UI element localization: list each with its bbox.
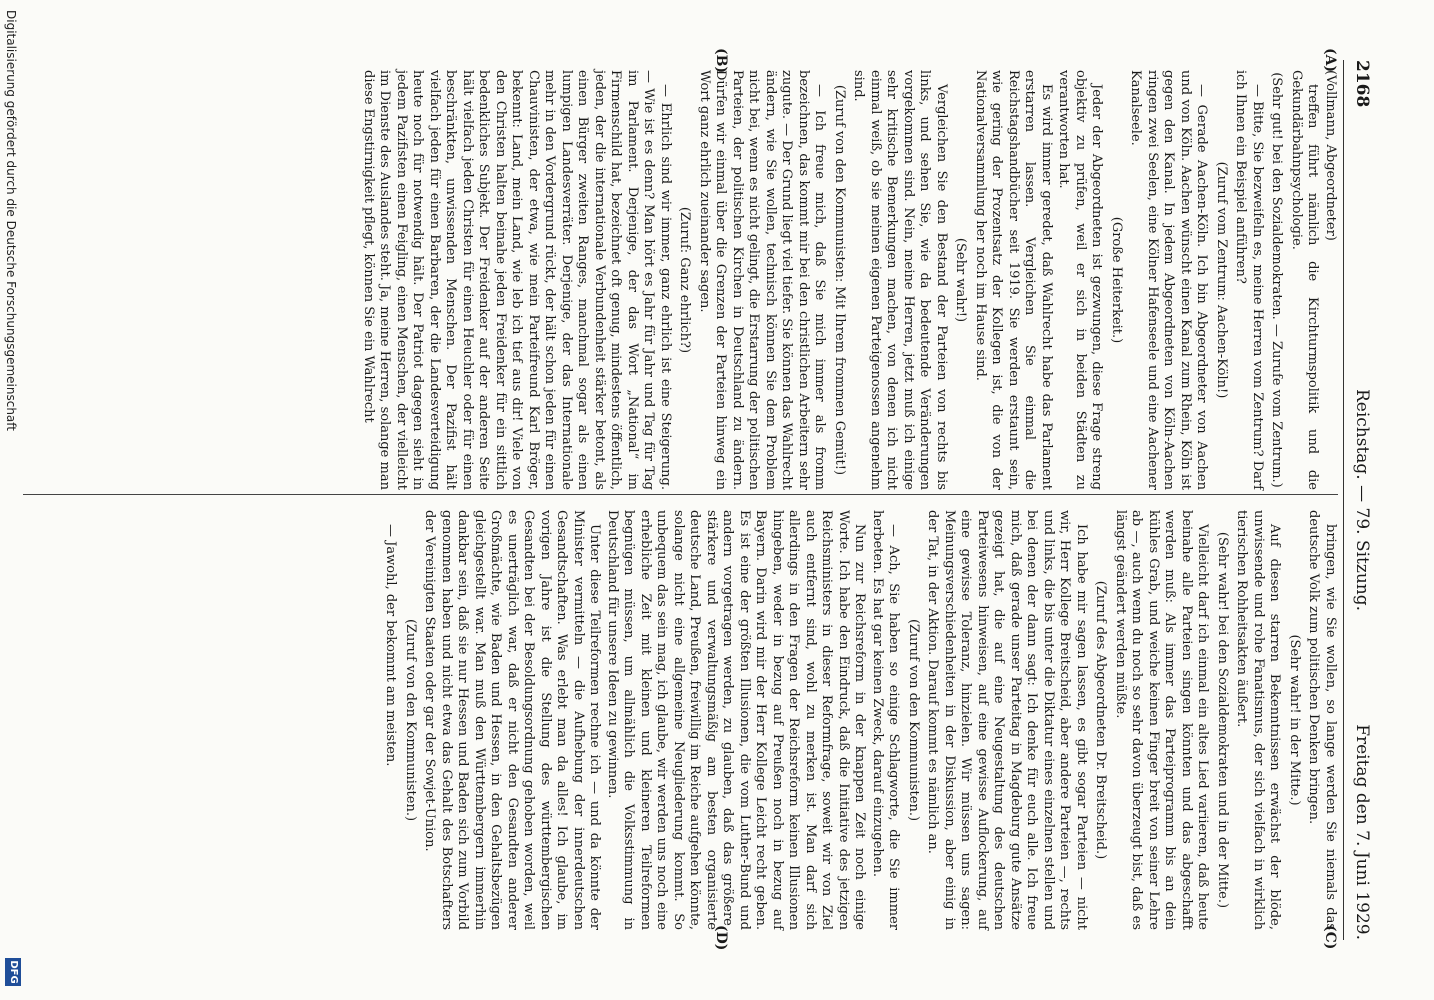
interjection: (Sehr gut! bei den Sozialdemokraten. — Zurufe vom Zentrum.) [1269, 72, 1285, 488]
interjection: (Zuruf von den Kommunisten.) [906, 618, 921, 822]
session-date: Freitag den 7. Juni 1929. [1352, 724, 1372, 940]
margin-mark-c: (C) [1322, 925, 1338, 950]
funding-note: Digitalisierung gefördert durch die Deutsche Forschungsgemeinschaft [4, 10, 18, 432]
interjection: (Zuruf von den Kommunisten: Mit Ihrem frommen Gemüt!) [832, 84, 847, 476]
interjection: (Zuruf des Abgeordneten Dr. Breitscheid.) [1093, 580, 1109, 860]
paragraph: Vielleicht darf ich einmal ein altes Lied variieren, daß heute beinahe alle Parteien singen könnten und das abgeschafft werden muß: Als immer das Parteiprogramm bis an dein kühles Grab, und weiche keinen Finger breit von seiner Lehre ab —, auch wenn du noch so sehr davon überzeugt bist, daß es längst geändert werden müßte. [1113, 510, 1211, 930]
paragraph: — Ach, Sie haben so einige Schlagworte, die Sie immer herbeten. Es hat gar keinen Zweck, darauf einzugehen. [870, 510, 902, 930]
paragraph: treffen führt nämlich die Kirchturmspolitik und die Gekundärbahnpsychologie. [1289, 70, 1321, 490]
header-rule [1343, 60, 1344, 940]
paragraph: Auf diesen starren Bekenntnissen erwächst der blöde, unwissende und rohe Fanatismus, der sich vielfach in wirklich tierischen Rohheitsakten äußert. [1234, 510, 1283, 930]
digitization-footer [0, 0, 24, 1000]
interjection: (Sehr wahr! in der Mitte.) [1287, 634, 1302, 806]
interjection: (Sehr wahr!) [953, 237, 969, 323]
margin-mark-d: (D) [713, 925, 729, 951]
paragraph: — Bitte, Sie bezweifeln es, meine Herren vom Zentrum? Darf ich Ihnen ein Beispiel anführen? [1233, 70, 1265, 490]
dfg-logo: DFG [5, 958, 21, 986]
session-title: Reichstag. — 79. Sitzung. [1352, 388, 1372, 612]
paragraph: Jeder der Abgeordneten ist gezwungen, diese Frage streng objektiv zu prüfen, weil er sich in beiden Städten zu verantworten hat. [1056, 70, 1105, 490]
page-number: 2168 [1352, 60, 1372, 108]
paragraph: bringen, wie Sie wollen, so lange werden Sie niemals das deutsche Volk zum politischen Denken bringen. [1306, 510, 1338, 930]
paragraph: Es wird immer geredet, daß Wahlrecht habe das Parlament erstarren lassen. Vergleichen Sie einmal die Reichstagshandbücher seit 1919. Sie werden erstaunt sein, wie gering der Prozentsatz der Kollegen ist, die von der Nationalversammlung her noch im Hause sind. [973, 70, 1054, 490]
paragraph: Vergleichen Sie den Bestand der Parteien von rechts bis links, und sehen Sie, wie da bedeutende Veränderungen vorgekommen sind. Nein, meine Herren, jetzt muß ich einige sehr kritische Bemerkungen machen, von denen ich nicht einmal weiß, ob sie meinen eigenen Parteigenossen angenehm sind. [851, 70, 949, 490]
column-divider [23, 494, 1338, 495]
paragraph: (Vollmann, Abgeordneter) [1323, 70, 1338, 241]
interjection: (Sehr wahr! bei den Sozialdemokraten und in der Mitte.) [1215, 531, 1230, 909]
paragraph: — Jawohl, der bekommt am meisten. [383, 524, 399, 767]
right-column [381, 510, 1338, 930]
left-column [359, 70, 1339, 490]
paragraph: — Gerade Aachen-Köln. Ich bin Abgeordneter von Aachen und von Köln. Aachen wünscht einen Kanal zum Rhein, Köln ist gegen den Kanal. In jedem Abgeordneten von Köln-Aachen ringen zwei Seelen, eine Kölner Hafenseele und eine Aachener Kanalseele. [1128, 70, 1210, 490]
paragraph: — Ehrlich sind wir immer, ganz ehrlich ist eine Steigerung. — Wie ist es denn? Man hört es Jahr für Jahr und Tag für Tag im Parlament. Derjenige, der das Wort „National“ im Firmenschild hat, bezeichnet oft genug, mindestens öffentlich, jeden, der die internationale Verbundenheit stärker betont, als einen Bürger zweiten Ranges, manchmal sogar als einen lumpigen Landesverräter. Derjenige, der das Internationale mehr in den Vordergrund rückt, der hält schon jeden für einen Chauvinisten, der etwa, wie mein Parteifreund Karl Bröger, bekennt: Land, mein Land, wie leb ich tief aus dir! Viele von den Christen halten beinahe jeden Freidenker für ein sittlich bedenkliches Subjekt. Der Freidenker auf der anderen Seite hält vielfach jeden Christen für einen Heuchler oder für einen beschränkten, unwissenden Menschen. Der Pazifist hält vielfach jeden für einen Barbaren, der die Landesverteidigung heute noch für notwendig hält. Der Patriot dagegen sieht in jedem Pazifisten einen Feigling, einen Menschen, der vielleicht im Dienste des Auslandes steht. Ja, meine Herren, solange man diese Engstirnigkeit pflegt, können Sie ein Wahlrecht [361, 70, 673, 490]
interjection: (Große Heiterkeit.) [1109, 216, 1124, 344]
paragraph: — Ich freue mich, daß Sie mich immer als fromm bezeichnen, das kommt mir bei den christlichen Arbeitern sehr zugute. — Der Grund liegt viel tiefer. Sie können das Wahlrecht ändern, wie Sie wollen, technisch können Sie dem Problem nicht bei, wenn es nicht gelingt, die Erstarrung der politischen Parteien, der politischen Kirchen in Deutschland zu ändern. Dürfen wir einmal über die Grenzen der Parteien hinweg ein Wort ganz ehrlich zueinander sagen. [697, 70, 828, 491]
paragraph: Unter diese Teilreformen rechne ich — und da könnte der Minister vermitteln — die Aufhebung der innerdeutschen Gesandtschaften. Was erlebt man da alles! Ich glaube, im vorigen Jahre ist die Stellung des württembergischen Gesandten bei der Besoldungsordnung gehoben worden, weil es unerträglich war, daß er nicht den Gesandten anderer Großmächte, wie Baden und Hessen, in den Gehaltsbezügen gleichgestellt war. Man muß den Württembergern immerhin dankbar sein, daß sie nur Hessen und Baden sich zum Vorbild genommen haben und nicht etwa das Gehalt des Botschafters der Vereinigten Staaten oder gar der Sowjet-Union. [422, 510, 603, 930]
paragraph: Nun zur Reichsreform in der knappen Zeit noch einige Worte. Ich habe den Eindruck, daß die Initiative des jetzigen Reichsministers in dieser Reformfrage, soweit wir von Ziel auch entfernt sind, wohl zu merken ist. Man darf sich allerdings in den Fragen der Reichsreform keinen Illusionen hingeben, weder in bezug auf Preußen noch in bezug auf Bayern. Darin wird mir der Herr Kollege Leicht recht geben. Es ist eine der größten Illusionen, die vom Luther-Bund und andern vorgetragen werden, zu glauben, daß das größere, stärkere und verwaltungsmäßig am besten organisierte deutsche Land, Preußen, freiwillig im Reiche aufgehen könnte, solange nicht eine allgemeine Neugliederung kommt. So unbequem das sein mag, ich glaube, wir werden uns noch eine erhebliche Zeit mit kleinen und kleineren Teilreformen begnügen müssen, um allmählich die Volksstimmung in Deutschland für unsere Ideen zu gewinnen. [605, 510, 868, 930]
paragraph: Ich habe mir sagen lassen, es gibt sogar Parteien — nicht wir, Herr Kollege Breitscheid, aber andere Parteien —, rechts und links, die bis unter die Diktatur eines einzelnen stellen und bei denen der dann sagt: Ich denke für euch alle. Ich freue mich, daß gerade unser Parteitag in Magdeburg gute Ansätze gezeigt hat, die auf eine Neugestaltung des deutschen Parteiwesens hinweisen, auf eine gewisse Auflockerung, auf eine gewisse Toleranz, hinzielen. Wir müssen uns sagen: Meinungsverschiedenheiten in der Diskussion, aber einig in der Tat, in der Aktion. Darauf kommt es nämlich an. [925, 510, 1089, 930]
interjection: (Zuruf von den Kommunisten.) [403, 618, 418, 822]
page-header [1346, 60, 1372, 940]
interjection: (Zuruf: Ganz ehrlich?) [677, 206, 693, 354]
margin-mark-b: (B) [713, 48, 729, 74]
interjection: (Zuruf vom Zentrum: Aachen-Köln!) [1214, 161, 1229, 399]
margin-mark-a: (A) [1322, 48, 1338, 73]
